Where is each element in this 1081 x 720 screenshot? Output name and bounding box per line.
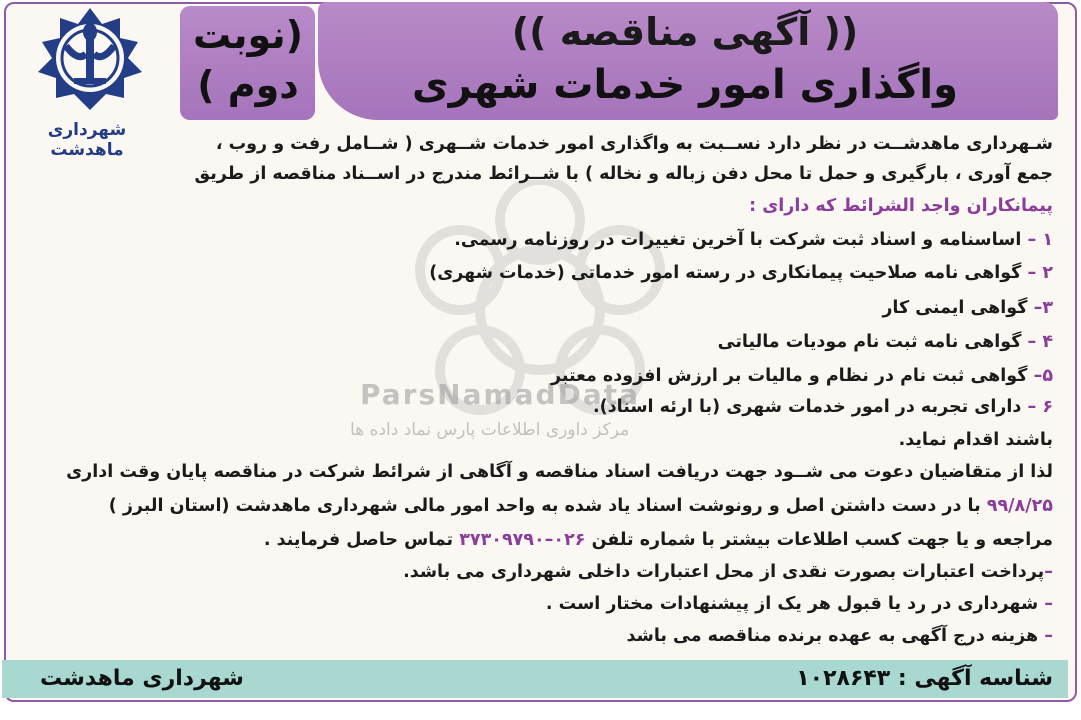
closing-line-1: باشند اقدام نماید.	[898, 430, 1053, 450]
requirement-item: ۱ – اساسنامه و اسناد ثبت شرکت با آخرین تغییرات در روزنامه رسمی.	[454, 230, 1053, 250]
deadline-date: ۹۹/۸/۲۵	[986, 496, 1053, 516]
round-label: (نوبت دوم )	[193, 13, 303, 107]
intro-line-1: شـهرداری ماهدشــت در نظر دارد نســبت به واگذاری امور خدمات شــهری ( شــامل رفت و روب ،	[215, 134, 1053, 154]
ad-title: (( آگهی مناقصه ))	[511, 10, 859, 54]
ad-id: شناسه آگهی : ۱۰۲۸۶۴۳	[796, 666, 1053, 691]
logo-caption: شهرداری ماهدشت	[47, 120, 127, 160]
watermark-subtext: مرکز داوری اطلاعات پارس نماد داده ها	[350, 420, 630, 440]
requirement-item: ۲ – گواهی نامه صلاحیت پیمانکاری در رسته امور خدماتی (خدمات شهری)	[429, 263, 1053, 283]
requirement-item: ۴ – گواهی نامه ثبت نام مودیات مالیاتی	[717, 332, 1053, 352]
ad-subtitle: واگذاری امور خدمات شهری	[412, 62, 958, 108]
phone-number: ۰۲۶–۳۷۳۰۹۷۹۰	[459, 530, 586, 550]
note-item: –پرداخت اعتبارات بصورت نقدی از محل اعتبارات داخلی شهرداری می باشد.	[403, 562, 1053, 582]
intro-line-3: پیمانکاران واجد الشرائط که دارای :	[749, 196, 1053, 216]
note-item: – شهرداری در رد یا قبول هر یک از پیشنهادات مختار است .	[545, 594, 1053, 614]
requirement-item: ۶ – دارای تجربه در امور خدمات شهری (با ارئه اسناد).	[593, 397, 1053, 417]
emblem-icon	[6, 2, 174, 122]
closing-line-2: لذا از متقاضیان دعوت می شــود جهت دریافت اسناد مناقصه و آگاهی از شرائط شرکت در مناقصه پایان وقت اداری	[66, 462, 1053, 482]
footer-org: شهرداری ماهدشت	[40, 666, 244, 691]
closing-line-4: مراجعه و یا جهت کسب اطلاعات بیشتر با شماره تلفن ۰۲۶–۳۷۳۰۹۷۹۰ تماس حاصل فرمایند .	[263, 530, 1053, 550]
watermark-text: ParsNamadData	[360, 378, 640, 411]
closing-line-3: ۹۹/۸/۲۵ با در دست داشتن اصل و رونوشت اسناد یاد شده به واحد امور مالی شهرداری ماهدشت (استان البرز )	[108, 496, 1053, 516]
note-item: – هزینه درج آگهی به عهده برنده مناقصه می باشد	[626, 626, 1053, 646]
requirement-item: ۵– گواهی ثبت نام در نظام و مالیات بر ارزش افزوده معتبر	[550, 366, 1053, 386]
requirement-item: ۳– گواهی ایمنی کار	[882, 298, 1053, 318]
intro-line-2: جمع آوری ، بارگیری و حمل تا محل دفن زباله و نخاله ) با شــرائط مندرج در اســناد مناقصه از طریق	[194, 164, 1053, 184]
